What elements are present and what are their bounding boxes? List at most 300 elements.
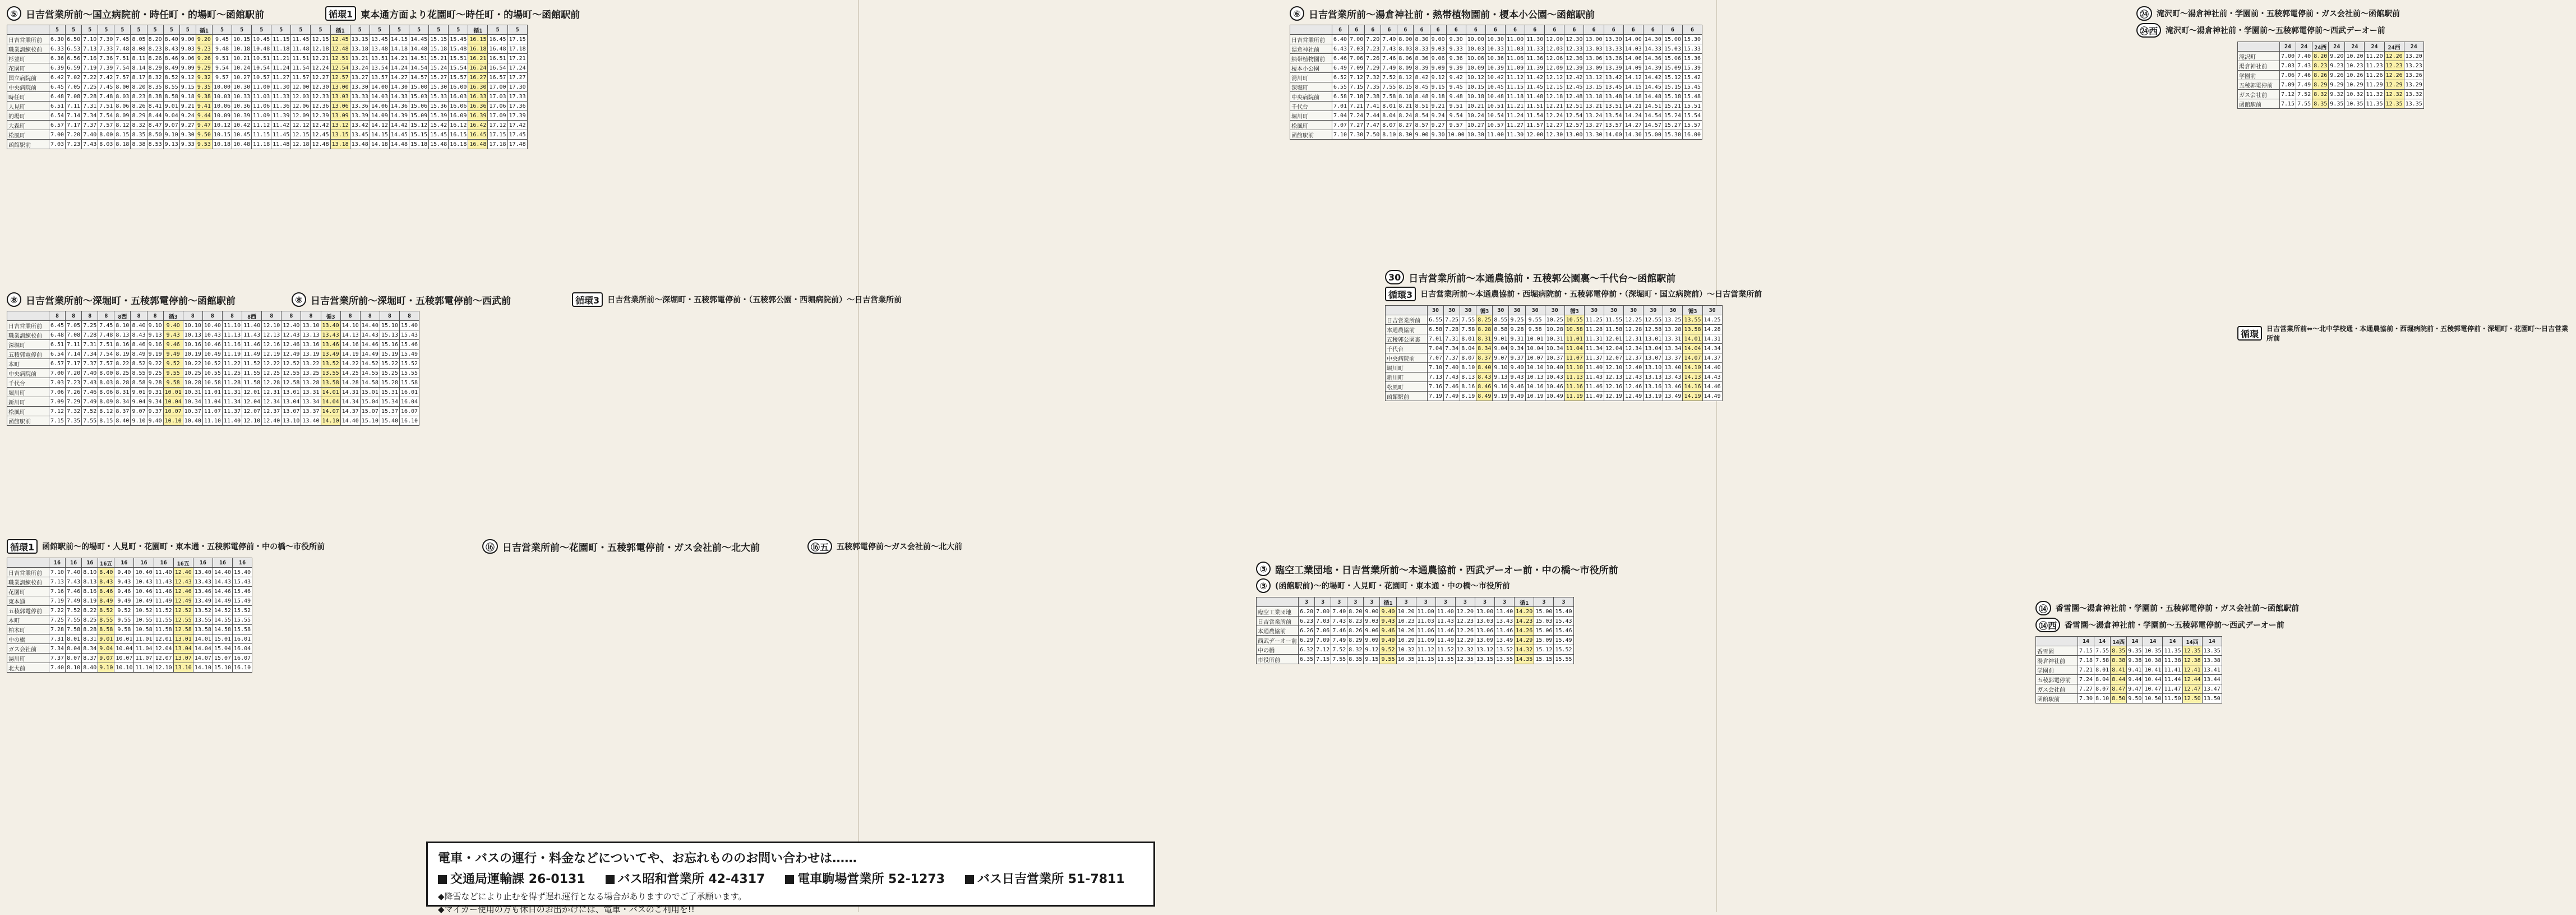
departure-time: 15.43 [233, 577, 252, 587]
departure-time: 12.40 [262, 416, 281, 426]
departure-time: 11.06 [252, 102, 271, 111]
departure-time: 13.12 [1475, 645, 1495, 655]
departure-time: 10.07 [163, 407, 183, 416]
departure-time: 7.34 [82, 111, 98, 121]
departure-time: 9.31 [1509, 334, 1525, 344]
departure-time: 8.04 [66, 644, 82, 654]
departure-time: 7.01 [1428, 334, 1444, 344]
departure-time: 11.24 [1505, 111, 1525, 121]
route-label: 5 [409, 25, 429, 35]
departure-time: 7.27 [2078, 684, 2094, 694]
departure-time: 7.05 [66, 321, 82, 330]
section-title: 香雪園〜湯倉神社前・学園前・五稜郭電停前・ガス会社前〜函館駅前 [2056, 604, 2300, 613]
departure-time: 12.49 [173, 596, 193, 606]
section-14 [2035, 600, 2299, 616]
departure-time: 13.00 [1564, 130, 1584, 140]
departure-time: 7.17 [66, 121, 82, 130]
departure-time: 6.51 [49, 102, 66, 111]
section-24 [2136, 6, 2400, 21]
departure-time: 12.27 [311, 73, 330, 82]
departure-time: 7.10 [1428, 363, 1444, 373]
departure-time: 14.58 [360, 378, 380, 388]
route-label: 3 [1416, 597, 1435, 607]
stop-name: 職業訓練校前 [7, 44, 49, 54]
departure-time: 12.55 [1644, 315, 1663, 325]
departure-time: 10.18 [212, 140, 232, 149]
route-label: 16 [134, 558, 154, 568]
departure-time: 7.16 [49, 587, 66, 596]
table-row [1257, 636, 1574, 645]
departure-time: 12.44 [2182, 675, 2202, 684]
route-label: 5 [232, 25, 252, 35]
departure-time: 12.55 [281, 369, 301, 378]
departure-time: 8.45 [1414, 82, 1430, 92]
route-label: 30 [1584, 306, 1604, 315]
departure-time: 7.21 [1349, 102, 1365, 111]
departure-time: 7.46 [66, 587, 82, 596]
departure-time: 15.00 [1643, 130, 1663, 140]
departure-time: 13.38 [2202, 656, 2222, 665]
departure-time: 11.07 [1564, 353, 1584, 363]
departure-time: 13.55 [193, 615, 213, 625]
section-14w [2035, 617, 2284, 633]
route-label: 3 [1554, 597, 1573, 607]
departure-time: 12.58 [1644, 325, 1663, 334]
table-row [1386, 363, 1723, 373]
departure-time: 9.13 [163, 140, 179, 149]
route-label: 8 [202, 311, 222, 321]
departure-time: 12.33 [311, 92, 330, 102]
departure-time: 8.46 [163, 54, 179, 63]
table-row [2238, 61, 2424, 71]
departure-time: 17.15 [488, 130, 507, 140]
departure-time: 12.07 [154, 654, 173, 663]
departure-time: 12.39 [1564, 63, 1584, 73]
timetable-30 [1385, 305, 1723, 401]
departure-time: 11.12 [1505, 73, 1525, 82]
departure-time: 12.37 [1624, 353, 1644, 363]
departure-time: 12.31 [262, 388, 281, 397]
departure-time: 13.43 [1663, 373, 1683, 382]
departure-time: 13.06 [1584, 54, 1604, 63]
departure-time: 13.45 [1604, 82, 1623, 92]
departure-time: 12.07 [1604, 353, 1624, 363]
departure-time: 14.54 [409, 63, 429, 73]
departure-time: 7.52 [2296, 90, 2312, 99]
table-row [7, 359, 419, 369]
departure-time: 6.35 [1299, 655, 1315, 664]
route-label: 8 [262, 311, 281, 321]
departure-time: 14.58 [213, 625, 232, 634]
departure-time: 14.16 [1683, 382, 1702, 392]
departure-time: 8.04 [1381, 111, 1397, 121]
departure-time: 8.03 [98, 378, 114, 388]
stop-name: 五稜郭電停前 [7, 606, 49, 615]
stop-name: 中の橋 [1257, 645, 1299, 655]
departure-time: 9.44 [2127, 675, 2143, 684]
departure-time: 7.34 [1444, 344, 1460, 353]
departure-time: 14.10 [340, 321, 360, 330]
departure-time: 9.04 [1493, 344, 1509, 353]
departure-time: 7.12 [1315, 645, 1331, 655]
stop-name: 函館駅前 [1386, 392, 1428, 401]
departure-time: 7.25 [49, 615, 66, 625]
departure-time: 13.46 [1495, 626, 1515, 636]
departure-time: 14.28 [340, 378, 360, 388]
departure-time: 15.31 [380, 388, 399, 397]
departure-time: 8.20 [147, 35, 163, 44]
departure-time: 13.22 [301, 359, 321, 369]
departure-time: 8.16 [114, 340, 131, 350]
departure-time: 15.40 [233, 568, 252, 577]
route-label: 24西 [2384, 42, 2404, 52]
departure-time: 12.15 [291, 130, 311, 140]
departure-time: 16.15 [449, 130, 468, 140]
departure-time: 13.03 [1475, 617, 1495, 626]
departure-time: 7.51 [98, 102, 114, 111]
departure-time: 8.34 [1476, 344, 1493, 353]
departure-time: 9.25 [1509, 315, 1525, 325]
contact-name: バス昭和営業所 [617, 872, 704, 886]
departure-time: 6.55 [1428, 315, 1444, 325]
departure-time: 12.13 [1604, 373, 1624, 382]
departure-time: 13.15 [1584, 82, 1604, 92]
departure-time: 11.03 [252, 92, 271, 102]
departure-time: 13.48 [350, 140, 370, 149]
departure-time: 10.49 [134, 596, 154, 606]
departure-time: 11.46 [242, 340, 262, 350]
departure-time: 8.19 [114, 350, 131, 359]
departure-time: 13.21 [350, 54, 370, 63]
grid-corner [1290, 25, 1332, 35]
departure-time: 8.48 [1414, 92, 1430, 102]
departure-time: 15.22 [380, 359, 399, 369]
contact-tel: 42-4317 [708, 872, 765, 886]
departure-time: 14.33 [389, 92, 409, 102]
departure-time: 10.23 [2345, 61, 2365, 71]
departure-time: 9.30 [1446, 35, 1466, 44]
departure-time: 11.38 [2163, 656, 2182, 665]
departure-time: 8.40 [131, 321, 147, 330]
departure-time: 13.26 [2404, 71, 2423, 80]
departure-time: 7.11 [66, 102, 82, 111]
stop-name: 函館駅前 [1290, 130, 1332, 140]
departure-time: 8.43 [1476, 373, 1493, 382]
departure-time: 12.48 [330, 44, 350, 54]
departure-time: 7.52 [1331, 645, 1347, 655]
departure-time: 6.45 [49, 82, 66, 92]
departure-time: 11.54 [1525, 111, 1545, 121]
table-row [1290, 35, 1702, 44]
departure-time: 15.12 [409, 121, 429, 130]
departure-time: 13.07 [1644, 353, 1663, 363]
departure-time: 10.21 [232, 54, 252, 63]
route-label: 24 [2404, 42, 2423, 52]
square-bullet-icon [606, 875, 615, 884]
departure-time: 13.04 [281, 397, 301, 407]
departure-time: 9.51 [1446, 102, 1466, 111]
departure-time: 7.48 [98, 330, 114, 340]
departure-time: 12.48 [1564, 92, 1584, 102]
departure-time: 10.41 [2143, 665, 2163, 675]
departure-time: 7.40 [66, 568, 82, 577]
table-row [7, 82, 528, 92]
departure-time: 6.45 [49, 321, 66, 330]
departure-time: 12.58 [173, 625, 193, 634]
departure-time: 9.04 [163, 111, 179, 121]
route-label: 6 [1381, 25, 1397, 35]
departure-time: 7.03 [49, 378, 66, 388]
route-label: 30 [1525, 306, 1545, 315]
departure-time: 11.46 [154, 587, 173, 596]
route-badge: ⑧ [292, 292, 306, 307]
departure-time: 9.58 [1525, 325, 1545, 334]
departure-time: 15.30 [429, 82, 449, 92]
departure-time: 11.28 [1584, 325, 1604, 334]
departure-time: 9.38 [2127, 656, 2143, 665]
departure-time: 13.54 [1604, 111, 1623, 121]
departure-time: 14.29 [1515, 636, 1534, 645]
departure-time: 8.10 [114, 321, 131, 330]
departure-time: 9.22 [147, 359, 163, 369]
departure-time: 15.48 [429, 140, 449, 149]
departure-time: 7.40 [82, 130, 98, 140]
departure-time: 7.36 [98, 54, 114, 63]
departure-time: 10.07 [114, 654, 134, 663]
departure-time: 14.04 [1683, 344, 1702, 353]
route-label: 8西 [114, 311, 131, 321]
departure-time: 16.48 [488, 44, 507, 54]
departure-time: 7.35 [66, 416, 82, 426]
departure-time: 15.43 [399, 330, 419, 340]
departure-time: 13.51 [370, 54, 389, 63]
departure-time: 6.26 [1299, 626, 1315, 636]
route-label: 8 [147, 311, 163, 321]
departure-time: 7.32 [66, 407, 82, 416]
departure-time: 7.03 [2280, 61, 2296, 71]
departure-time: 8.20 [1347, 607, 1364, 617]
departure-time: 10.55 [202, 369, 222, 378]
departure-time: 12.21 [311, 54, 330, 63]
departure-time: 9.41 [2127, 665, 2143, 675]
departure-time: 14.04 [193, 644, 213, 654]
route-label: 3 [1435, 597, 1455, 607]
table-row [7, 350, 419, 359]
departure-time: 8.16 [1460, 382, 1476, 392]
departure-time: 14.15 [370, 130, 389, 140]
departure-time: 8.29 [1347, 636, 1364, 645]
departure-time: 14.40 [213, 568, 232, 577]
departure-time: 15.04 [213, 644, 232, 654]
departure-time: 14.20 [1515, 607, 1534, 617]
route-label: 循1 [1515, 597, 1534, 607]
departure-time: 7.03 [49, 140, 66, 149]
departure-time: 6.52 [1332, 73, 1349, 82]
departure-time: 7.05 [66, 82, 82, 92]
departure-time: 6.42 [49, 73, 66, 82]
table-row [1386, 325, 1723, 334]
departure-time: 12.24 [311, 63, 330, 73]
departure-time: 11.00 [1505, 35, 1525, 44]
route-label: 6 [1466, 25, 1485, 35]
departure-time: 16.09 [449, 111, 468, 121]
departure-time: 7.57 [98, 121, 114, 130]
departure-time: 12.06 [291, 102, 311, 111]
departure-time: 12.03 [291, 92, 311, 102]
departure-time: 14.03 [1623, 44, 1643, 54]
departure-time: 13.46 [1663, 382, 1683, 392]
departure-time: 8.58 [1493, 325, 1509, 334]
departure-time: 7.12 [49, 407, 66, 416]
departure-time: 11.01 [134, 634, 154, 644]
departure-time: 9.03 [1430, 44, 1446, 54]
departure-time: 12.22 [262, 359, 281, 369]
departure-time: 12.36 [311, 102, 330, 111]
departure-time: 10.00 [1446, 130, 1466, 140]
departure-time: 7.15 [2280, 99, 2296, 109]
departure-time: 14.18 [389, 44, 409, 54]
departure-time: 8.40 [163, 35, 179, 44]
departure-time: 14.40 [340, 416, 360, 426]
departure-time: 13.55 [1683, 315, 1702, 325]
route-label: 8西 [242, 311, 262, 321]
route-badge: 循環3 [1385, 287, 1416, 301]
departure-time: 8.31 [1476, 334, 1493, 344]
departure-time: 15.16 [380, 340, 399, 350]
departure-time: 17.48 [507, 140, 527, 149]
departure-time: 15.43 [1554, 617, 1573, 626]
departure-time: 10.40 [183, 416, 202, 426]
departure-time: 6.32 [1299, 645, 1315, 655]
departure-time: 13.04 [1644, 344, 1663, 353]
departure-time: 15.55 [1554, 655, 1573, 664]
departure-time: 9.07 [163, 121, 179, 130]
departure-time: 14.24 [389, 63, 409, 73]
departure-time: 7.45 [98, 321, 114, 330]
departure-time: 11.39 [271, 111, 291, 121]
route-label: 5 [49, 25, 66, 35]
departure-time: 8.53 [147, 140, 163, 149]
departure-time: 10.49 [1545, 392, 1564, 401]
route-label: 5 [82, 25, 98, 35]
departure-time: 7.31 [1444, 334, 1460, 344]
departure-time: 12.31 [1624, 334, 1644, 344]
departure-time: 10.19 [183, 350, 202, 359]
departure-time: 9.10 [1493, 363, 1509, 373]
departure-time: 7.00 [2280, 52, 2296, 61]
stop-name: 堀川町 [1290, 111, 1332, 121]
departure-time: 12.54 [1564, 111, 1584, 121]
departure-time: 8.07 [1381, 121, 1397, 130]
departure-time: 9.43 [114, 577, 134, 587]
departure-time: 13.43 [193, 577, 213, 587]
grid-corner [7, 558, 49, 568]
departure-time: 9.46 [1380, 626, 1396, 636]
departure-time: 10.35 [1396, 655, 1416, 664]
departure-time: 7.40 [49, 663, 66, 673]
table-row [7, 378, 419, 388]
departure-time: 8.25 [1476, 315, 1493, 325]
stop-name: 日吉営業所前 [7, 568, 49, 577]
departure-time: 10.12 [1466, 73, 1485, 82]
departure-time: 7.49 [66, 596, 82, 606]
departure-time: 7.00 [49, 369, 66, 378]
departure-time: 12.51 [1564, 102, 1584, 111]
departure-time: 10.50 [2143, 694, 2163, 704]
route-label: 16五 [173, 558, 193, 568]
departure-time: 6.23 [1299, 617, 1315, 626]
route-label: 循3 [321, 311, 340, 321]
departure-time: 7.46 [1331, 626, 1347, 636]
route-label: 8 [49, 311, 66, 321]
route-label: 24 [2329, 42, 2345, 52]
departure-time: 14.42 [1643, 73, 1663, 82]
departure-time: 9.58 [163, 378, 183, 388]
departure-time: 11.40 [242, 321, 262, 330]
departure-time: 9.24 [1430, 111, 1446, 121]
departure-time: 8.25 [114, 369, 131, 378]
route-label: 3 [1331, 597, 1347, 607]
stop-name: 千代台 [1290, 102, 1332, 111]
departure-time: 15.03 [1534, 617, 1554, 626]
departure-time: 13.31 [1663, 334, 1683, 344]
departure-time: 8.26 [2312, 71, 2329, 80]
departure-time: 9.49 [1380, 636, 1396, 645]
departure-time: 14.57 [409, 73, 429, 82]
departure-time: 15.39 [429, 111, 449, 121]
route-label: 14 [2127, 637, 2143, 646]
departure-time: 9.40 [1380, 607, 1396, 617]
stop-name: 臨空工業団地 [1257, 607, 1299, 617]
grid-corner [7, 311, 49, 321]
departure-time: 13.29 [2404, 80, 2423, 90]
departure-time: 7.06 [2280, 71, 2296, 80]
departure-time: 17.36 [507, 102, 527, 111]
departure-time: 7.37 [49, 654, 66, 663]
departure-time: 8.30 [1414, 35, 1430, 44]
departure-time: 7.45 [98, 82, 114, 92]
departure-time: 14.33 [1643, 44, 1663, 54]
departure-time: 11.31 [222, 388, 242, 397]
departure-time: 14.31 [1702, 334, 1722, 344]
departure-time: 13.13 [301, 330, 321, 340]
departure-time: 12.10 [262, 321, 281, 330]
departure-time: 7.58 [1381, 92, 1397, 102]
departure-time: 9.46 [114, 587, 134, 596]
departure-time: 9.33 [1446, 44, 1466, 54]
departure-time: 7.48 [98, 92, 114, 102]
departure-time: 16.57 [488, 73, 507, 82]
departure-time: 14.15 [1623, 82, 1643, 92]
departure-time: 11.30 [1505, 130, 1525, 140]
departure-time: 7.46 [2296, 71, 2312, 80]
departure-time: 11.54 [291, 63, 311, 73]
departure-time: 11.23 [2365, 61, 2384, 71]
departure-time: 13.33 [1604, 44, 1623, 54]
stop-name: 西武デーオー前 [1257, 636, 1299, 645]
departure-time: 14.01 [321, 388, 340, 397]
stop-name: 日吉営業所前 [7, 321, 49, 330]
departure-time: 12.10 [154, 663, 173, 673]
departure-time: 7.09 [1315, 636, 1331, 645]
route-label: 6 [1332, 25, 1349, 35]
departure-time: 13.37 [301, 407, 321, 416]
departure-time: 7.10 [49, 568, 66, 577]
stop-name: 堀川町 [7, 388, 49, 397]
departure-time: 13.28 [1663, 325, 1683, 334]
table-row [1257, 607, 1574, 617]
departure-time: 6.48 [49, 330, 66, 340]
